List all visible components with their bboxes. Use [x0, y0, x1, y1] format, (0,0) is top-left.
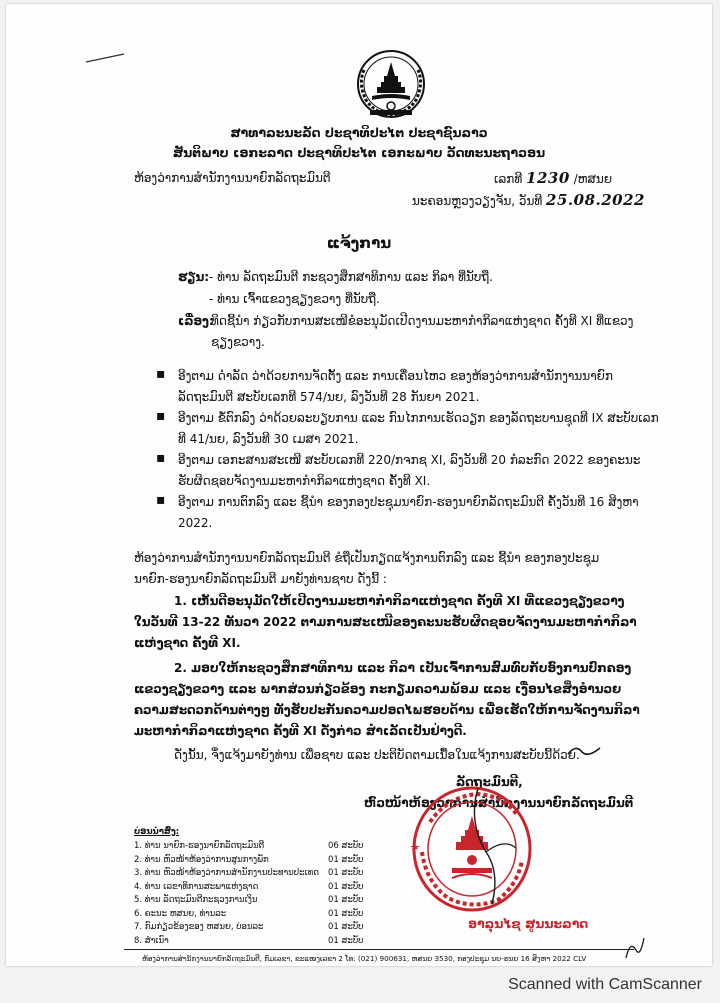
- point-1-line-1: 1. ເຫັນດີອະນຸມັດໃຫ້ເປີດງານມະຫາກຳກິລາແຫ່ງຊາດ ຄັ້ງທີ XI ທີ່ແຂວງຊຽງຂວາງ: [174, 594, 625, 608]
- copy-count: 01 ສະບັບ: [328, 868, 364, 878]
- document-title: ແຈ້ງການ: [326, 234, 392, 252]
- country-name: ສາທາລະນະລັດ ປະຊາທິປະໄຕ ປະຊາຊົນລາວ: [230, 125, 488, 140]
- initial-mark: [566, 740, 602, 762]
- copy-count: 01 ສະບັບ: [328, 854, 364, 865]
- reference-3-line-2: ຮັບຜິດຊອບຈັດງານມະຫາກຳກິລາແຫ່ງຊາດ ຄັ້ງທີ XI.: [178, 474, 431, 488]
- reference-4-line-1: ອີງຕາມ ການຕົກລົງ ແລະ ຊີ້ນຳ ຂອງກອງປະຊຸມນາຍົກ-ຮອງນາຍົກລັດຖະມົນຕີ ຄັ້ງວັນທີ 16 ສິງຫາ: [178, 495, 639, 509]
- list-item: 2. ທ່ານ ຫົວໜ້າຫ້ອງວ່າການສູນກາງພັກ: [134, 854, 269, 865]
- list-item: 6. ຄະນະ ຫສນຍ, ທ່ານລະ: [134, 908, 227, 919]
- distribution-title: ບ່ອນນຳສົ່ງ:: [134, 827, 180, 837]
- reference-1-line-1: ອີງຕາມ ດຳລັດ ວ່າດ້ວຍການຈັດຕັ້ງ ແລະ ການເຄື່ອນໄຫວ ຂອງຫ້ອງວ່າການສຳນັກງານນາຍົກ: [178, 369, 613, 383]
- copy-count: 01 ສະບັບ: [328, 908, 364, 919]
- bullet-icon: ▪: [156, 366, 166, 382]
- list-item: 3. ທ່ານ ຫົວໜ້າຫ້ອງວ່າການສຳນັກງານປະທານປະເທດ: [134, 868, 319, 878]
- list-item: 1. ທ່ານ ນາຍົກ-ຮອງນາຍົກລັດຖະມົນຕີ: [134, 841, 265, 851]
- footer-divider: [124, 949, 634, 950]
- subject-line-1: ທິດຊີ້ນຳ ກ່ຽວກັບການສະເໜີຂໍອະນຸມັດເປີດງານມະຫາກຳກິລາແຫ່ງຊາດ ຄັ້ງທີ XI ທີ່ແຂວງ: [211, 314, 634, 328]
- point-2-line-4: ມະຫາກຳກິລາແຫ່ງຊາດ ຄັ້ງທີ XI ດັ່ງກ່າວ ສຳເລັດເປັນຢ່າງດີ.: [134, 724, 467, 738]
- recipients-label: ຮຽນ:: [178, 270, 210, 284]
- date-handwritten: 25.08.2022: [546, 191, 645, 209]
- bullet-icon: ▪: [156, 492, 166, 508]
- national-motto: ສັນຕິພາບ ເອກະລາດ ປະຊາທິປະໄຕ ເອກະພາບ ວັດທະນະຖາວອນ: [172, 145, 546, 160]
- number-suffix: /ຫສນຍ: [573, 172, 613, 186]
- point-2-line-3: ຄວາມສະດວກດ້ານຕ່າງໆ ທັງຮັບປະກັນຄວາມປອດໄພຮອບດ້ານ ເພື່ອເຮັດໃຫ້ການຈັດງານກິລາ: [134, 703, 640, 717]
- signatory-position: ຫົວໜ້າຫ້ອງວ່າການສຳນັກງານນາຍົກລັດຖະມົນຕີ: [364, 796, 634, 810]
- recipient-1: - ທ່ານ ລັດຖະມົນຕີ ກະຊວງສຶກສາທິການ ແລະ ກິລາ ທີ່ນັບຖື.: [209, 270, 493, 284]
- document-page: [6, 4, 712, 966]
- point-1-line-2: ໃນວັນທີ 13-22 ທັນວາ 2022 ຕາມການສະເໜີຂອງຄະນະຮັບຜິດຊອບຈັດງານມະຫາກຳກິລາ: [134, 615, 637, 629]
- recipient-2: - ທ່ານ ເຈົ້າແຂວງຊຽງຂວາງ ທີ່ນັບຖື.: [209, 292, 380, 306]
- copy-count: 01 ສະບັບ: [328, 881, 364, 892]
- signatory-title: ລັດຖະມົນຕີ,: [456, 775, 523, 789]
- subject-label: ເລື່ອງ:: [178, 314, 214, 328]
- copy-count: 06 ສະບັບ: [328, 841, 364, 851]
- footer-contact: ຫ້ອງວ່າການສຳນັກງານນາຍົກລັດຖະມົນຕີ, ກົມເລຂາ, ຂະແໜງເລຂາ 2 ໂທ: (021) 900631, ຫສນຍ 3530, ກອງປະຊຸມ ນຍ-ຮນຍ 16 ສິງຫາ 2022 CLV: [142, 954, 587, 963]
- document-number: [494, 170, 612, 187]
- bullet-icon: ▪: [156, 408, 166, 424]
- reference-1-line-2: ລັດຖະມົນຕີ ສະບັບເລກທີ 574/ນຍ, ລົງວັນທີ 28 ກັນຍາ 2021.: [178, 390, 480, 404]
- number-label: ເລກທີ: [494, 172, 523, 186]
- list-item: 7. ກົມກ່ຽວຂ້ອງຂອງ ຫສນຍ, ບ່ອນລະ: [134, 922, 264, 932]
- list-item: 8. ສຳເນົາ: [134, 935, 169, 946]
- place-date: [412, 192, 645, 209]
- bullet-icon: ▪: [156, 450, 166, 466]
- place-date-label: ນະຄອນຫຼວງວຽງຈັນ, ວັນທີ: [412, 194, 543, 208]
- footer-initial-mark: [622, 932, 650, 962]
- reference-3-line-1: ອີງຕາມ ເອກະສານສະເໜີ ສະບັບເລກທີ 220/ກຈກຊ XI, ລົງວັນທີ 20 ກໍລະກົດ 2022 ຂອງຄະນະ: [178, 453, 641, 467]
- point-2-line-2: ແຂວງຊຽງຂວາງ ແລະ ພາກສ່ວນກ່ຽວຂ້ອງ ກະກຽມຄວາມພ້ອມ ແລະ ເງື່ອນໄຂສິ່ງອຳນວຍ: [134, 682, 622, 696]
- copy-count: 01 ສະບັບ: [328, 922, 364, 932]
- national-emblem-icon: [352, 48, 430, 120]
- reference-2-line-1: ອີງຕາມ ຂໍ້ຕົກລົງ ວ່າດ້ວຍລະບຽບການ ແລະ ກົນໄກການເຮັດວຽກ ຂອງລັດຖະບານຊຸດທີ IX ສະບັບເລກ: [178, 411, 659, 425]
- signatory-name: ອາລຸນໄຊ ສູນນະລາດ: [468, 916, 589, 931]
- number-handwritten: 1230: [526, 169, 570, 187]
- list-item: 5. ທ່ານ ລັດຖະມົນຕີກະຊວງການເງິນ: [134, 895, 258, 905]
- camscanner-watermark: Scanned with CamScanner: [508, 976, 702, 993]
- subject-line-2: ຊຽງຂວາງ.: [211, 335, 265, 349]
- pen-mark-decoration: [84, 48, 128, 68]
- copy-count: 01 ສະບັບ: [328, 895, 364, 905]
- list-item: 4. ທ່ານ ເລຂາທິການສະພາແຫ່ງຊາດ: [134, 881, 259, 892]
- closing-sentence: ດັ່ງນັ້ນ, ຈຶ່ງແຈ້ງມາຍັງທ່ານ ເພື່ອຊາບ ແລະ ປະຕິບັດຕາມເນື້ອໃນແຈ້ງການສະບັບນີ້ດ້ວຍ.: [174, 748, 580, 762]
- issuing-office: ຫ້ອງວ່າການສຳນັກງານນາຍົກລັດຖະມົນຕີ: [134, 171, 331, 185]
- intro-line-1: ຫ້ອງວ່າການສຳນັກງານນາຍົກລັດຖະມົນຕີ ຂໍຖືເປັນກຽດແຈ້ງການຕົກລົງ ແລະ ຊີ້ນຳ ຂອງກອງປະຊຸມ: [134, 551, 600, 565]
- reference-2-line-2: ທີ 41/ນຍ, ລົງວັນທີ 30 ເມສາ 2021.: [178, 432, 359, 446]
- point-2-line-1: 2. ມອບໃຫ້ກະຊວງສຶກສາທິການ ແລະ ກິລາ ເປັນເຈົ້າການສົມທົບກັບອົງການປົກຄອງ: [174, 661, 632, 675]
- copy-count: 01 ສະບັບ: [328, 935, 364, 946]
- official-stamp-icon: [408, 782, 536, 916]
- point-1-line-3: ແຫ່ງຊາດ ຄັ້ງທີ XI.: [134, 636, 241, 650]
- intro-line-2: ນາຍົກ-ຮອງນາຍົກລັດຖະມົນຕີ ມາຍັງທ່ານຊາບ ດັ່ງນີ້ :: [134, 572, 387, 586]
- reference-4-line-2: 2022.: [178, 516, 213, 530]
